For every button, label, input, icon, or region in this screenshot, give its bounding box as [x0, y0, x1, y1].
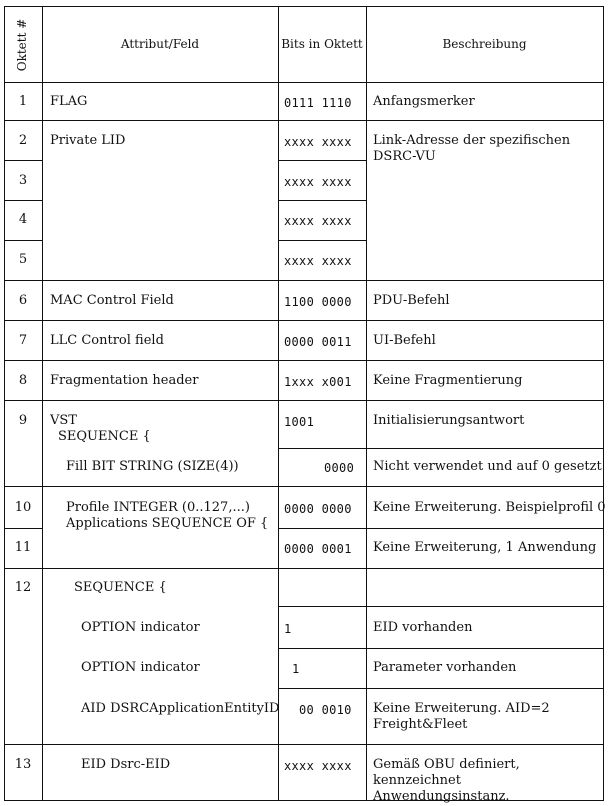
bits-cell: 1100 0000	[284, 295, 352, 309]
bits-cell: 1001	[284, 415, 315, 429]
header-octet: Oktett #	[15, 18, 29, 72]
description-cell: Keine Fragmentierung	[373, 373, 523, 388]
row-divider-partial	[278, 648, 604, 649]
row-divider-partial	[278, 160, 367, 161]
attribute-cell: Private LID	[50, 133, 126, 148]
row-divider	[4, 400, 604, 401]
bits-cell: 0000	[324, 461, 355, 475]
bits-cell: xxxx xxxx	[284, 759, 352, 773]
row-divider-partial	[4, 160, 43, 161]
row-divider-partial	[4, 528, 43, 529]
octet-number: 1	[18, 94, 28, 109]
bits-cell: 0000 0001	[284, 542, 352, 556]
row-divider-partial	[4, 200, 43, 201]
attribute-cell: VST	[50, 413, 77, 428]
description-cell: UI-Befehl	[373, 333, 436, 348]
bits-cell: xxxx xxxx	[284, 135, 352, 149]
attribute-cell: MAC Control Field	[50, 293, 174, 308]
bits-cell: 0000 0000	[284, 502, 352, 516]
row-divider-partial	[278, 606, 604, 607]
attribute-cell: Profile INTEGER (0..127,...)	[66, 500, 250, 515]
description-cell: Anfangsmerker	[373, 94, 475, 109]
octet-number: 3	[18, 173, 28, 188]
attribute-cell: Applications SEQUENCE OF {	[66, 516, 269, 531]
octet-number: 4	[18, 212, 28, 227]
attribute-cell: EID Dsrc-EID	[81, 757, 171, 772]
attribute-cell: FLAG	[50, 94, 88, 109]
bits-cell: xxxx xxxx	[284, 254, 352, 268]
attribute-cell: SEQUENCE {	[74, 580, 167, 595]
row-divider-partial	[278, 200, 367, 201]
column-divider	[278, 6, 279, 801]
row-divider	[4, 82, 604, 83]
attribute-cell: Fragmentation header	[50, 373, 199, 388]
row-divider	[4, 486, 604, 487]
octet-number: 9	[18, 413, 28, 428]
row-divider	[4, 120, 604, 121]
table-border-left	[4, 6, 5, 801]
description-cell: Keine Erweiterung. AID=2 Freight&Fleet	[373, 701, 550, 732]
table-border-right	[603, 6, 604, 801]
row-divider	[4, 744, 604, 745]
row-divider	[4, 280, 604, 281]
description-cell: Parameter vorhanden	[373, 660, 517, 675]
row-divider	[4, 568, 604, 569]
bits-cell: 0111 1110	[284, 96, 352, 110]
bits-cell: 1	[284, 622, 292, 636]
octet-number: 13	[14, 757, 32, 772]
bits-cell: 1xxx x001	[284, 375, 352, 389]
description-cell: Nicht verwendet und auf 0 gesetzt	[373, 459, 602, 474]
description-cell: PDU-Befehl	[373, 293, 450, 308]
attribute-cell: SEQUENCE {	[58, 429, 151, 444]
octet-number: 8	[18, 373, 28, 388]
attribute-cell: LLC Control field	[50, 333, 164, 348]
table-border-top	[4, 6, 604, 7]
row-divider-partial	[278, 448, 604, 449]
attribute-cell: OPTION indicator	[81, 620, 200, 635]
description-cell: Gemäß OBU definiert, kennzeichnet Anwendungsinstanz.	[373, 757, 520, 804]
octet-number: 10	[14, 500, 32, 515]
description-cell: Initialisierungsantwort	[373, 413, 525, 428]
octet-number: 12	[14, 580, 32, 595]
column-divider	[366, 6, 367, 801]
bits-cell: xxxx xxxx	[284, 175, 352, 189]
description-cell: Link-Adresse der spezifischen DSRC-VU	[373, 133, 571, 164]
attribute-cell: Fill BIT STRING (SIZE(4))	[66, 459, 239, 474]
row-divider-partial	[278, 528, 604, 529]
attribute-cell: OPTION indicator	[81, 660, 200, 675]
attribute-cell: AID DSRCApplicationEntityID	[81, 701, 280, 716]
row-divider	[4, 320, 604, 321]
octet-number: 7	[18, 333, 28, 348]
row-divider-partial	[278, 688, 604, 689]
header-attribute: Attribut/Feld	[120, 37, 200, 51]
header-bits: Bits in Oktett	[281, 37, 363, 51]
octet-number: 11	[14, 540, 32, 555]
bits-cell: xxxx xxxx	[284, 214, 352, 228]
bits-cell: 1	[292, 662, 300, 676]
row-divider-partial	[278, 240, 367, 241]
row-divider	[4, 360, 604, 361]
header-description: Beschreibung	[442, 37, 527, 51]
row-divider-partial	[4, 240, 43, 241]
description-cell: EID vorhanden	[373, 620, 473, 635]
octet-number: 5	[18, 252, 28, 267]
octet-number: 2	[18, 133, 28, 148]
description-cell: Keine Erweiterung. Beispielprofil 0	[373, 500, 606, 515]
column-divider	[42, 6, 43, 801]
bits-cell: 00 0010	[299, 703, 352, 717]
description-cell: Keine Erweiterung, 1 Anwendung	[373, 540, 597, 555]
bits-cell: 0000 0011	[284, 335, 352, 349]
octet-number: 6	[18, 293, 28, 308]
